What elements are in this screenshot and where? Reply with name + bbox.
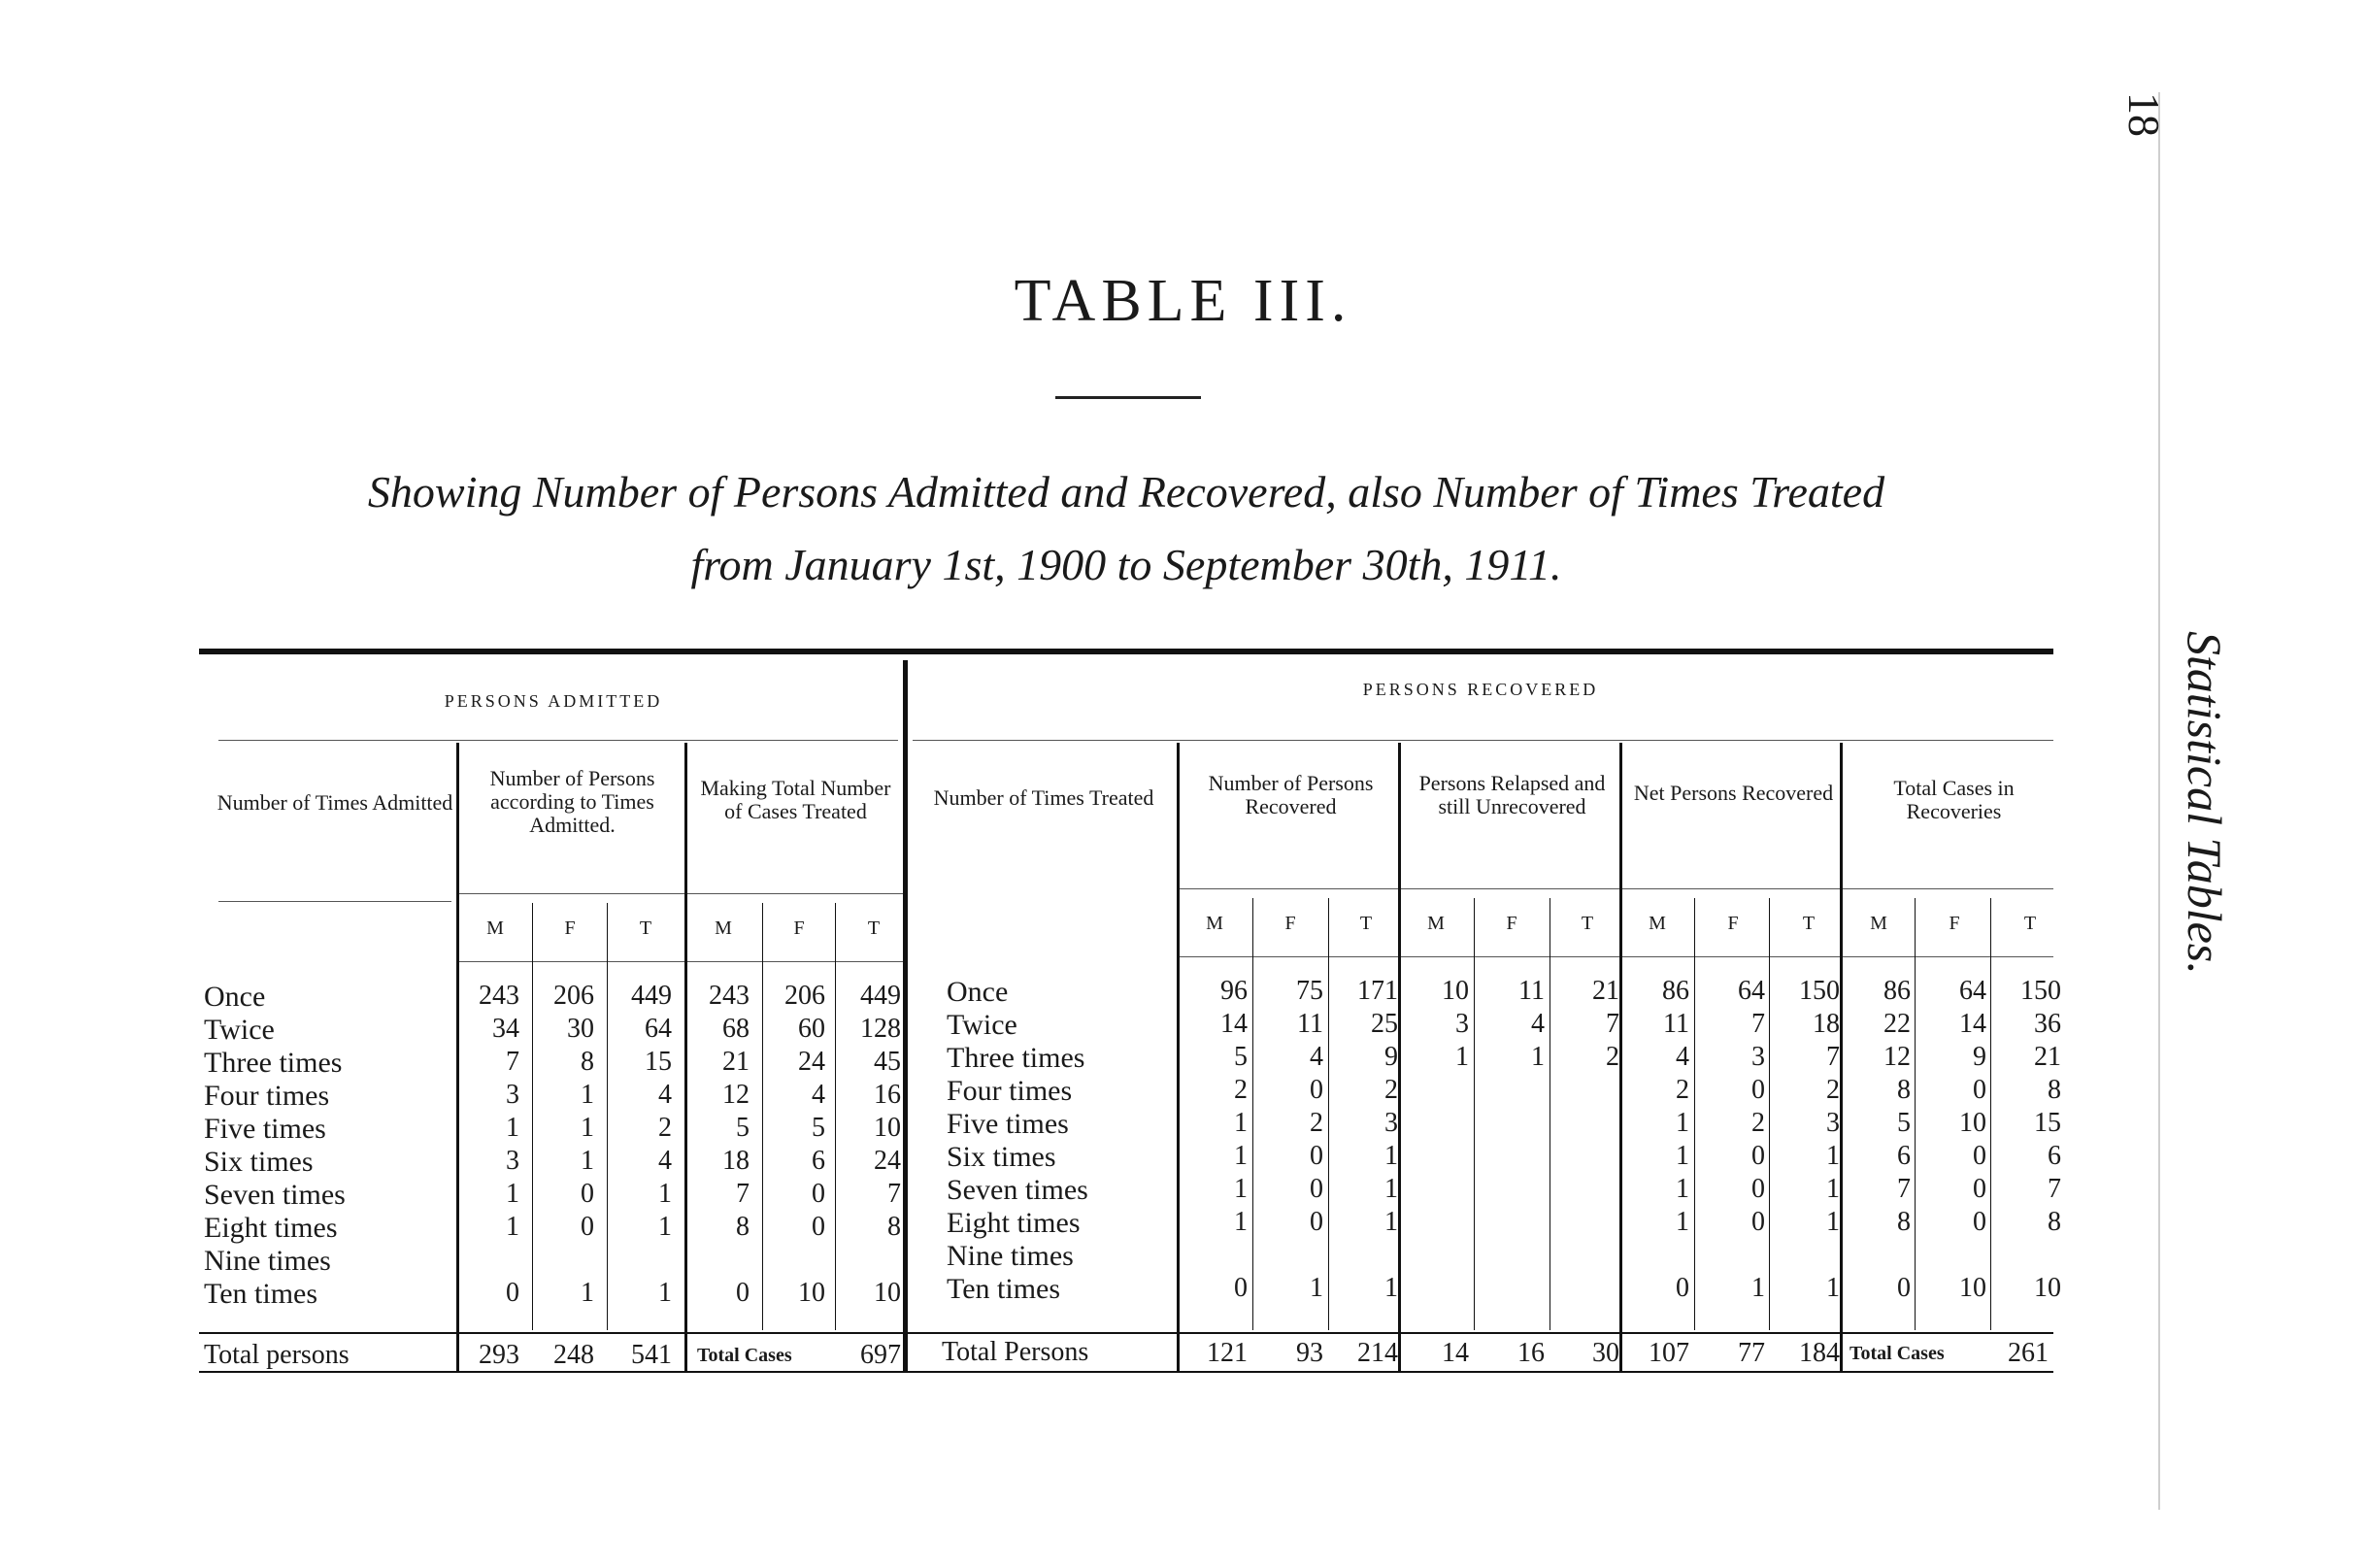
recovered-times-header: Number of Times Treated	[933, 785, 1154, 810]
recovered-cell-tf: 14	[1959, 1009, 1986, 1039]
admitted-cell-pf: 1	[581, 1146, 594, 1176]
admitted-sub-rule-3	[762, 903, 763, 1330]
admitted-cell-ct: 10	[874, 1113, 901, 1143]
admitted-cases-header: Making Total Number of Cases Treated	[700, 776, 891, 823]
admitted-cell-cm: 68	[722, 1014, 750, 1044]
admitted-sub-rule-2	[607, 903, 608, 1330]
recovered-cell-tm: 0	[1897, 1273, 1911, 1303]
recovered-cell-lf: 4	[1531, 1009, 1545, 1039]
recovered-cell-nm: 4	[1676, 1042, 1689, 1072]
admitted-cases-f: F	[793, 917, 805, 939]
recovered-cell-tf: 0	[1973, 1141, 1986, 1171]
recovered-cell-lt: 2	[1606, 1042, 1619, 1072]
recovered-cell-rt: 2	[1384, 1075, 1398, 1105]
admitted-cell-pm: 3	[506, 1146, 519, 1176]
admitted-total-label: Total persons	[204, 1340, 350, 1370]
recovered-cell-nt: 7	[1826, 1042, 1840, 1072]
admitted-cell-pt: 2	[658, 1113, 672, 1143]
recovered-cell-tm: 5	[1897, 1108, 1911, 1138]
recovered-cell-tt: 8	[2048, 1207, 2061, 1237]
admitted-cell-cm: 7	[736, 1179, 750, 1209]
admitted-cell-cm: 12	[722, 1080, 750, 1110]
recovered-f: F	[1284, 913, 1296, 934]
admitted-cell-ct: 10	[874, 1278, 901, 1308]
admitted-persons-f: F	[564, 917, 576, 939]
recovered-cell-rt: 1	[1384, 1273, 1398, 1303]
recovered-cell-rt: 1	[1384, 1174, 1398, 1204]
recovered-cell-nm: 2	[1676, 1075, 1689, 1105]
recoveries-total-cases: 261	[2008, 1338, 2049, 1368]
recovered-cell-rf: 1	[1310, 1273, 1323, 1303]
admitted-row-label: Four times	[204, 1080, 330, 1112]
recovered-row-label: Four times	[947, 1075, 1073, 1107]
admitted-cell-pf: 30	[567, 1014, 594, 1044]
title-rule	[1055, 396, 1201, 399]
recovered-cell-tm: 22	[1883, 1009, 1911, 1039]
admitted-cell-pt: 4	[658, 1080, 672, 1110]
admitted-total-m: 293	[479, 1340, 519, 1370]
recovered-sub-rule-8	[1990, 898, 1991, 1330]
total-cases-f: F	[1949, 913, 1960, 934]
recovered-row-label: Twice	[947, 1009, 1017, 1041]
recovered-cell-tt: 150	[2020, 976, 2061, 1006]
recovered-total-m: 121	[1207, 1338, 1248, 1368]
recovered-cell-rm: 1	[1234, 1108, 1248, 1138]
recovered-cell-nm: 11	[1663, 1009, 1689, 1039]
net-total-m: 107	[1649, 1338, 1689, 1368]
recovered-cell-tm: 8	[1897, 1075, 1911, 1105]
recovered-cell-nm: 86	[1662, 976, 1689, 1006]
admitted-cell-pt: 1	[658, 1278, 672, 1308]
recovered-cell-rf: 4	[1310, 1042, 1323, 1072]
admitted-cell-pm: 1	[506, 1212, 519, 1242]
net-m: M	[1649, 913, 1666, 934]
recovered-cell-rm: 5	[1234, 1042, 1248, 1072]
admitted-row-label: Seven times	[204, 1179, 346, 1211]
admitted-cell-pf: 8	[581, 1047, 594, 1077]
recovered-cell-nf: 64	[1738, 976, 1765, 1006]
admitted-cell-pm: 34	[492, 1014, 519, 1044]
table-bottom-rule	[199, 1371, 2053, 1373]
recovered-cell-nt: 1	[1826, 1273, 1840, 1303]
recovered-cell-rf: 0	[1310, 1075, 1323, 1105]
recovered-cell-rm: 96	[1220, 976, 1248, 1006]
recovered-cell-nf: 0	[1751, 1174, 1765, 1204]
admitted-cell-pm: 3	[506, 1080, 519, 1110]
admitted-sub-rule-1	[532, 903, 533, 1330]
admitted-cell-ct: 7	[887, 1179, 901, 1209]
net-total-t: 184	[1799, 1338, 1840, 1368]
recovered-total-t: 214	[1357, 1338, 1398, 1368]
recovered-cell-tt: 6	[2048, 1141, 2061, 1171]
recovered-cell-lm: 1	[1455, 1042, 1469, 1072]
recovered-cell-rt: 25	[1371, 1009, 1398, 1039]
admitted-cell-ct: 45	[874, 1047, 901, 1077]
recovered-cell-nf: 1	[1751, 1273, 1765, 1303]
recovered-cell-tf: 0	[1973, 1075, 1986, 1105]
recovered-cell-tt: 15	[2034, 1108, 2061, 1138]
net-t: T	[1802, 913, 1816, 934]
recovered-cell-nt: 150	[1799, 976, 1840, 1006]
recovered-col-rule-2	[1398, 743, 1401, 1371]
recovered-cell-rt: 1	[1384, 1141, 1398, 1171]
recovered-cell-nm: 1	[1676, 1174, 1689, 1204]
recovered-sub-rule-6	[1769, 898, 1770, 1330]
admitted-cell-cm: 18	[722, 1146, 750, 1176]
admitted-total-f: 248	[553, 1340, 594, 1370]
relapsed-header: Persons Relapsed and still Unrecovered	[1418, 771, 1606, 818]
recovered-cell-rt: 9	[1384, 1042, 1398, 1072]
recovered-cell-tf: 64	[1959, 976, 1986, 1006]
admitted-row-label: Eight times	[204, 1212, 338, 1244]
admitted-mft-rule	[456, 961, 908, 962]
recovered-cell-tm: 7	[1897, 1174, 1911, 1204]
recovered-cell-rt: 171	[1357, 976, 1398, 1006]
recovered-cell-nm: 0	[1676, 1273, 1689, 1303]
admitted-cell-cf: 60	[798, 1014, 825, 1044]
recovered-cell-lt: 7	[1606, 1009, 1619, 1039]
admitted-total-t: 541	[631, 1340, 672, 1370]
admitted-cell-cm: 0	[736, 1278, 750, 1308]
net-total-f: 77	[1738, 1338, 1765, 1368]
recovered-cell-tt: 10	[2034, 1273, 2061, 1303]
admitted-col-rule-1	[456, 743, 459, 1371]
recovered-cell-nm: 1	[1676, 1141, 1689, 1171]
admitted-cell-pt: 64	[645, 1014, 672, 1044]
recovered-cell-tm: 86	[1883, 976, 1911, 1006]
admitted-cell-ct: 8	[887, 1212, 901, 1242]
recovered-cell-rf: 75	[1296, 976, 1323, 1006]
admitted-cell-ct: 16	[874, 1080, 901, 1110]
recovered-cell-nf: 0	[1751, 1141, 1765, 1171]
admitted-cell-pf: 0	[581, 1212, 594, 1242]
table-title: TABLE III.	[1014, 268, 1352, 334]
total-cases-t: T	[2023, 913, 2037, 934]
admitted-cell-cf: 0	[812, 1212, 825, 1242]
table-top-rule	[199, 649, 2053, 654]
recovered-mft-rule	[1180, 956, 2053, 957]
recovered-cell-tf: 0	[1973, 1174, 1986, 1204]
recovered-persons-header: Number of Persons Recovered	[1208, 771, 1374, 818]
recovered-cell-nt: 1	[1826, 1141, 1840, 1171]
recovered-cell-nt: 1	[1826, 1174, 1840, 1204]
recovered-cell-rm: 1	[1234, 1141, 1248, 1171]
recovered-cell-tt: 36	[2034, 1009, 2061, 1039]
admitted-cell-cf: 0	[812, 1179, 825, 1209]
recovered-row-label: Eight times	[947, 1207, 1081, 1239]
recovered-cell-lf: 11	[1518, 976, 1545, 1006]
admitted-cell-pm: 243	[479, 981, 519, 1011]
admitted-cell-cf: 5	[812, 1113, 825, 1143]
recovered-cell-rf: 11	[1297, 1009, 1323, 1039]
admitted-cell-ct: 24	[874, 1146, 901, 1176]
admitted-cell-pt: 449	[631, 981, 672, 1011]
recovered-cell-nf: 0	[1751, 1075, 1765, 1105]
total-cases-m: M	[1870, 913, 1887, 934]
recovered-cell-rm: 2	[1234, 1075, 1248, 1105]
admitted-cell-pf: 1	[581, 1113, 594, 1143]
recovered-total-label: Total Persons	[942, 1337, 1089, 1367]
recovered-total-f: 93	[1296, 1338, 1323, 1368]
recovered-cell-nt: 2	[1826, 1075, 1840, 1105]
admitted-row-label: Three times	[204, 1047, 343, 1079]
running-title: Statistical Tables.	[2178, 631, 2232, 975]
recovered-cell-nf: 7	[1751, 1009, 1765, 1039]
admitted-cell-cm: 21	[722, 1047, 750, 1077]
admitted-cell-pt: 15	[645, 1047, 672, 1077]
net-f: F	[1727, 913, 1739, 934]
recovered-sub-rule-7	[1915, 898, 1916, 1330]
main-divider	[903, 660, 908, 1371]
recovered-section-rule	[913, 740, 2053, 741]
relapsed-total-m: 14	[1442, 1338, 1469, 1368]
admitted-cell-ct: 449	[860, 981, 901, 1011]
recovered-row-label: Three times	[947, 1042, 1085, 1074]
net-recovered-header: Net Persons Recovered	[1633, 781, 1834, 805]
recovered-cell-tf: 10	[1959, 1108, 1986, 1138]
admitted-persons-header: Number of Persons according to Times Admitted.	[489, 766, 655, 837]
admitted-cases-t: T	[867, 917, 881, 939]
recovered-col-rule-1	[1177, 743, 1180, 1371]
recovered-cell-nf: 3	[1751, 1042, 1765, 1072]
recovered-cell-nf: 0	[1751, 1207, 1765, 1237]
admitted-cell-pt: 1	[658, 1179, 672, 1209]
admitted-cell-pm: 0	[506, 1278, 519, 1308]
recovered-sub-rule-2	[1328, 898, 1329, 1330]
recovered-m: M	[1206, 913, 1223, 934]
admitted-col-rule-2	[684, 743, 687, 1371]
recovered-cell-rt: 1	[1384, 1207, 1398, 1237]
recovered-cell-tt: 21	[2034, 1042, 2061, 1072]
recovered-cell-rm: 1	[1234, 1207, 1248, 1237]
subtitle-line-2: from January 1st, 1900 to September 30th, 1911.	[690, 540, 1562, 589]
admitted-section-title: PERSONS ADMITTED	[444, 691, 663, 711]
recovered-cell-tf: 10	[1959, 1273, 1986, 1303]
recovered-cell-tf: 9	[1973, 1042, 1986, 1072]
admitted-row-label: Nine times	[204, 1245, 331, 1277]
recovered-col-rule-3	[1619, 743, 1622, 1371]
admitted-cell-cm: 5	[736, 1113, 750, 1143]
recovered-cell-rf: 0	[1310, 1207, 1323, 1237]
admitted-row-label: Five times	[204, 1113, 326, 1145]
admitted-row-label: Six times	[204, 1146, 314, 1178]
admitted-times-header: Number of Times Admitted	[217, 790, 453, 815]
recovered-cell-nt: 18	[1813, 1009, 1840, 1039]
recovered-row-label: Nine times	[947, 1240, 1074, 1272]
relapsed-f: F	[1506, 913, 1517, 934]
admitted-cases-m: M	[715, 917, 732, 939]
recovered-row-label: Seven times	[947, 1174, 1088, 1206]
admitted-cell-pt: 1	[658, 1212, 672, 1242]
recovered-col-rule-4	[1840, 743, 1843, 1371]
admitted-total-cases-label: Total Cases	[697, 1345, 792, 1366]
admitted-cell-cf: 10	[798, 1278, 825, 1308]
recoveries-total-cases-label: Total Cases	[1849, 1343, 1945, 1364]
admitted-cell-cm: 8	[736, 1212, 750, 1242]
recovered-cell-lt: 21	[1592, 976, 1619, 1006]
admitted-cell-pf: 1	[581, 1278, 594, 1308]
relapsed-t: T	[1581, 913, 1594, 934]
admitted-row-label: Once	[204, 981, 266, 1013]
admitted-persons-t: T	[639, 917, 652, 939]
total-rule	[199, 1332, 2053, 1334]
recovered-row-label: Six times	[947, 1141, 1056, 1173]
admitted-row-label: Twice	[204, 1014, 275, 1046]
admitted-cell-cf: 6	[812, 1146, 825, 1176]
recovered-cell-lf: 1	[1531, 1042, 1545, 1072]
admitted-cell-pm: 1	[506, 1179, 519, 1209]
relapsed-m: M	[1427, 913, 1445, 934]
recovered-row-label: Once	[947, 976, 1009, 1008]
admitted-cell-pm: 1	[506, 1113, 519, 1143]
recovered-cell-nt: 1	[1826, 1207, 1840, 1237]
recovered-cell-nf: 2	[1751, 1108, 1765, 1138]
recovered-cell-tf: 0	[1973, 1207, 1986, 1237]
admitted-cell-pf: 0	[581, 1179, 594, 1209]
admitted-cell-pm: 7	[506, 1047, 519, 1077]
times-head-rule	[218, 901, 451, 902]
admitted-section-rule	[218, 740, 898, 741]
admitted-cell-cf: 206	[784, 981, 825, 1011]
recovered-cell-tm: 6	[1897, 1141, 1911, 1171]
admitted-cell-pf: 1	[581, 1080, 594, 1110]
recovered-cell-rm: 1	[1234, 1174, 1248, 1204]
recovered-cell-nt: 3	[1826, 1108, 1840, 1138]
admitted-cell-pt: 4	[658, 1146, 672, 1176]
recovered-cell-rm: 0	[1234, 1273, 1248, 1303]
relapsed-total-f: 16	[1517, 1338, 1545, 1368]
page-number: 18	[2119, 92, 2169, 137]
admitted-cell-cf: 4	[812, 1080, 825, 1110]
recovered-sub-rule-1	[1252, 898, 1253, 1330]
recovered-sub-rule-3	[1474, 898, 1475, 1330]
recovered-cell-rt: 3	[1384, 1108, 1398, 1138]
recovered-row-label: Ten times	[947, 1273, 1061, 1305]
subtitle-line-1: Showing Number of Persons Admitted and Recovered, also Number of Times Treated	[367, 467, 1885, 517]
recovered-cell-tt: 7	[2048, 1174, 2061, 1204]
recovered-cell-lm: 10	[1442, 976, 1469, 1006]
admitted-sub-rule-4	[835, 903, 836, 1330]
admitted-persons-m: M	[486, 917, 504, 939]
recovered-subhead-rule	[1180, 888, 2053, 889]
recovered-cell-nm: 1	[1676, 1207, 1689, 1237]
recovered-cell-lm: 3	[1455, 1009, 1469, 1039]
total-cases-recoveries-header: Total Cases in Recoveries	[1893, 776, 2015, 823]
admitted-row-label: Ten times	[204, 1278, 318, 1310]
admitted-cell-cf: 24	[798, 1047, 825, 1077]
recovered-cell-rm: 14	[1220, 1009, 1248, 1039]
recovered-cell-rf: 2	[1310, 1108, 1323, 1138]
recovered-section-title: PERSONS RECOVERED	[1362, 680, 1599, 699]
recovered-t: T	[1359, 913, 1373, 934]
admitted-cell-ct: 128	[860, 1014, 901, 1044]
recovered-cell-tm: 8	[1897, 1207, 1911, 1237]
recovered-sub-rule-5	[1694, 898, 1695, 1330]
recovered-cell-rf: 0	[1310, 1141, 1323, 1171]
recovered-cell-rf: 0	[1310, 1174, 1323, 1204]
recovered-cell-tt: 8	[2048, 1075, 2061, 1105]
relapsed-total-t: 30	[1592, 1338, 1619, 1368]
admitted-total-cases: 697	[860, 1340, 901, 1370]
admitted-cell-pf: 206	[553, 981, 594, 1011]
recovered-row-label: Five times	[947, 1108, 1069, 1140]
recovered-cell-nm: 1	[1676, 1108, 1689, 1138]
recovered-cell-tm: 12	[1883, 1042, 1911, 1072]
admitted-subhead-rule	[456, 893, 908, 894]
admitted-cell-cm: 243	[709, 981, 750, 1011]
